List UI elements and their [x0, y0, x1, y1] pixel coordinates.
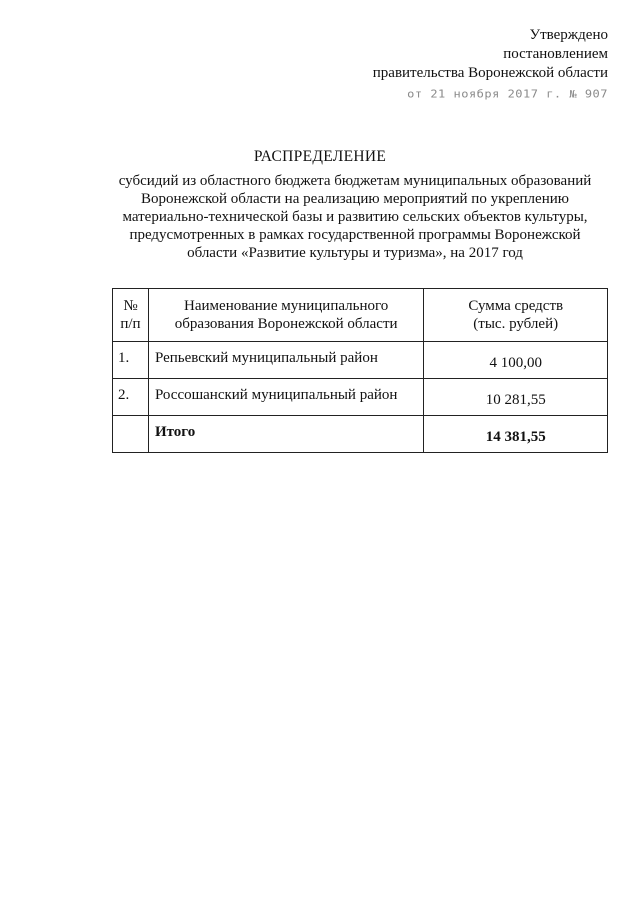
- document-subtitle: [110, 172, 600, 262]
- approval-line: правительства Воронежской области: [372, 65, 608, 81]
- subtitle-line: субсидий из областного бюджета бюджетам муниципальных образований: [118, 173, 592, 189]
- approval-line: Утверждено: [529, 27, 608, 43]
- approval-block: [373, 26, 608, 104]
- row-municipality: Репьевский муниципальный район: [148, 342, 423, 379]
- row-amount: 10 281,55: [424, 379, 608, 416]
- header-municipality-line: Наименование муниципального: [184, 298, 389, 314]
- document-title: РАСПРЕДЕЛЕНИЕ: [253, 148, 387, 165]
- distribution-table: [112, 288, 608, 453]
- row-amount: 4 100,00: [424, 342, 608, 379]
- table-total-row: [113, 416, 608, 453]
- total-number-cell: [113, 416, 149, 453]
- header-amount: [424, 289, 608, 342]
- approval-stamp-date: от 21 ноября 2017 г. № 907: [407, 88, 608, 101]
- row-number: 2.: [113, 379, 149, 416]
- approval-line: постановлением: [503, 46, 608, 62]
- header-municipality-line: образования Воронежской области: [174, 316, 398, 332]
- header-amount-line: (тыс. рублей): [473, 316, 559, 332]
- header-number: [113, 289, 149, 342]
- subtitle-line: предусмотренных в рамках государственной программы Воронежской: [129, 227, 581, 243]
- table-row: [113, 342, 608, 379]
- table-row: [113, 379, 608, 416]
- header-number-line: п/п: [120, 316, 141, 332]
- header-municipality: [148, 289, 423, 342]
- total-label: Итого: [148, 416, 423, 453]
- subtitle-line: материально-технической базы и развитию сельских объектов культуры,: [122, 209, 588, 225]
- row-municipality: Россошанский муниципальный район: [148, 379, 423, 416]
- header-amount-line: Сумма средств: [468, 298, 564, 314]
- total-amount: 14 381,55: [424, 416, 608, 453]
- subtitle-line: Воронежской области на реализацию мероприятий по укреплению: [141, 191, 569, 207]
- table-header-row: [113, 289, 608, 342]
- row-number: 1.: [113, 342, 149, 379]
- subtitle-line: области «Развитие культуры и туризма», на 2017 год: [187, 245, 523, 261]
- header-number-line: №: [123, 298, 138, 314]
